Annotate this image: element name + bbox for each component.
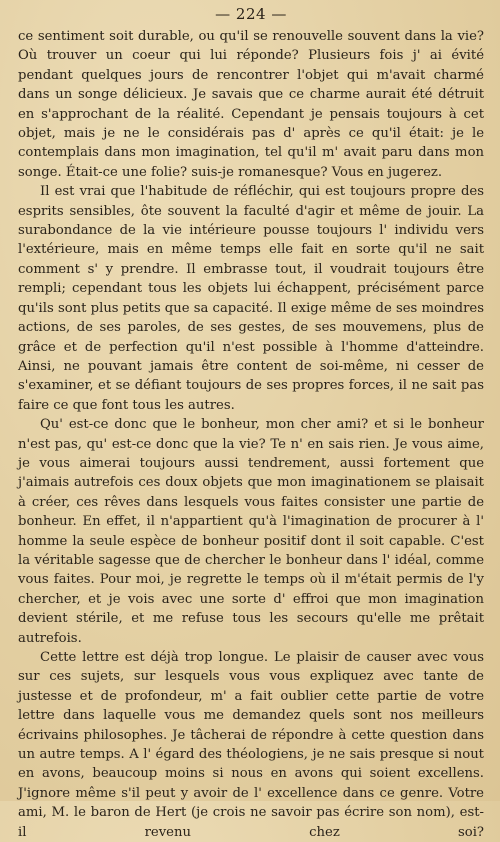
page-number: — 224 — bbox=[215, 5, 287, 23]
paragraph-2: Il est vrai que l'habitude de réfléchir, qui est toujours propre des esprits sensibles, ôte souvent la faculté d'agir et même de jouir. La surabondance de la vie intérieure pousse toujours l' individu vers l'extérieure, mais en même temps elle fait en sorte qu'il ne sait comment s' y prendre. Il embrasse tout, il voudrait toujours être rempli; cependant tous les objets lui échappent, précisément parce qu'ils sont plus petits que sa capacité. Il exige même de ses moindres actions, de ses paroles, de ses gestes, de ses mouvemens, plus de grâce et de perfection qu'il n'est possible à l'homme d'atteindre. Ainsi, ne pouvant jamais être content de soi-même, ni cesser de s'examiner, et se défiant toujours de ses propres forces, il ne sait pas faire ce que font tous les autres. bbox=[18, 184, 484, 413]
paragraph-4: Cette lettre est déjà trop longue. Le plaisir de causer avec vous sur ces sujets, sur lesquels vous vous expliquez avec tante de justesse et de profondeur, m' a fait oublier cette partie de votre lettre dans laquelle vous me demandez quels sont nos meilleurs écrivains philosophes. Je tâcherai de répondre à cette question dans un autre temps. A l' égard des théologiens, je ne sais presque si nout en avons, beaucoup moins si nous en avons qui soient excellens. J'ignore même s'il peut y avoir de l' excellence dans ce genre. Votre ami, M. le baron de Hert (je crois ne savoir pas écrire son nom), est-il revenu chez soi? bbox=[18, 650, 484, 840]
paragraph-1: ce sentiment soit durable, ou qu'il se renouvelle souvent dans la vie? Où trouver un coeur qui lui réponde? Plusieurs fois j' ai évité pendant quelques jours de rencontrer l'objet qui m'avait charmé dans un songe délicieux. Je savais que ce charme aurait été détruit en s'approchant de la réalité. Cependant je pensais toujours à cet objet, mais je ne le considérais pas d' après ce qu'il était: je le contemplais dans mon imagination, tel qu'il m' avait paru dans mon songe. Était-ce une folie? suis-je romanesque? Vous en jugerez. bbox=[18, 29, 484, 180]
paragraph-3: Qu' est-ce donc que le bonheur, mon cher ami? et si le bonheur n'est pas, qu' est-ce donc que la vie? Te n' en sais rien. Je vous aime, je vous aimerai toujours aussi tendrement, aussi fortement que j'aimais autrefois ces doux objets que mon imaginationem se plaisait à créer, ces rêves dans lesquels vous faites consister une partie de bonheur. En effet, il n'appartient qu'à l'imagination de procurer à l' homme la seule espèce de bonheur positif dont il soit capable. C'est la véritable sagesse que de chercher le bonheur dans l' idéal, comme vous faites. Pour moi, je regrette le temps où il m'était permis de l'y chercher, et je vois avec une sorte d' effroi que mon imagination devient stérile, et me refuse tous les secours qu'elle me prêtait autrefois. bbox=[18, 417, 484, 646]
